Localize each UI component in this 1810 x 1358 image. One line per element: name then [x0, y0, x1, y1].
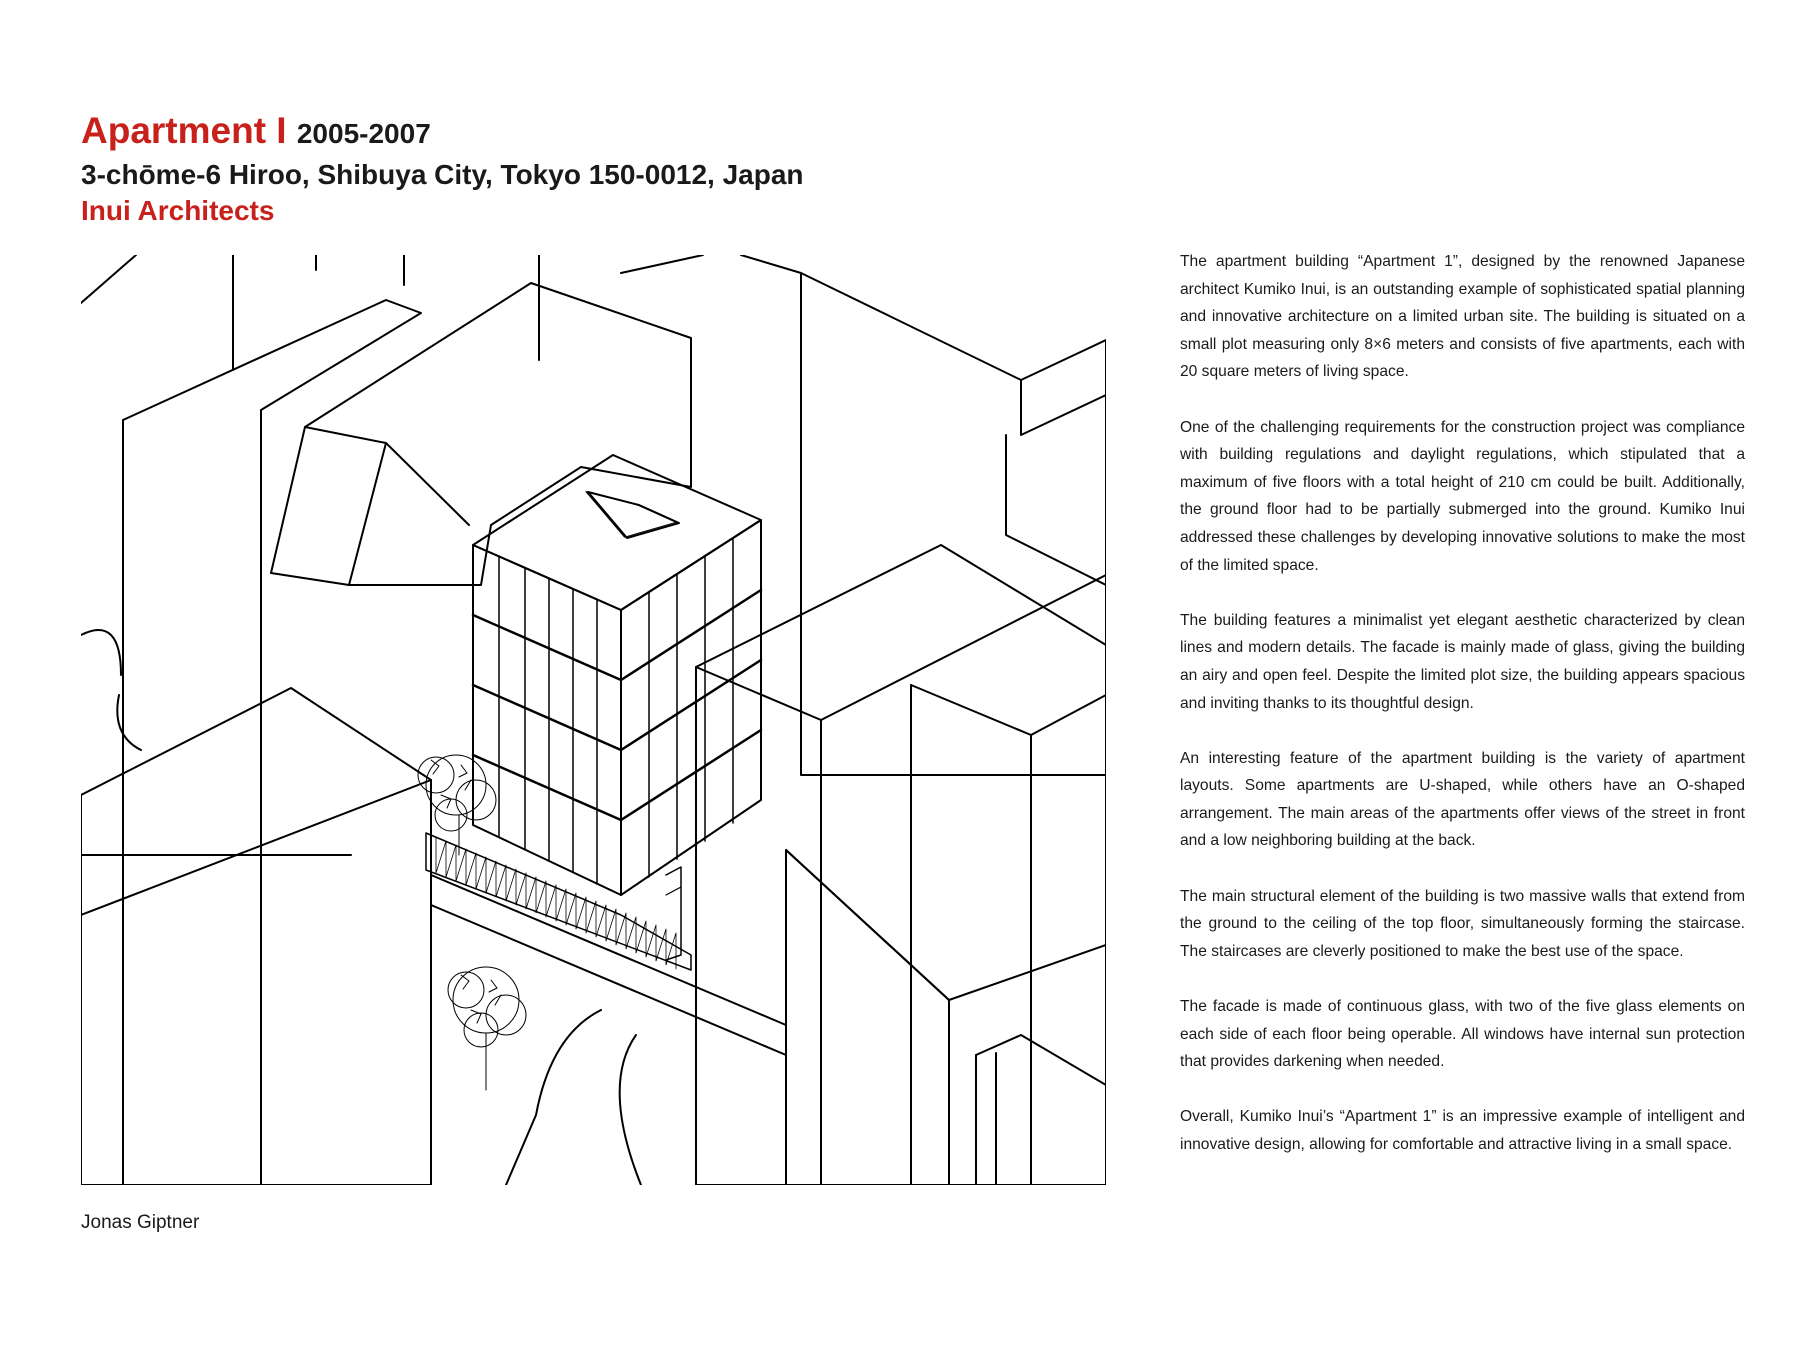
project-title — [81, 110, 804, 155]
project-years: 2005-2007 — [296, 118, 431, 149]
paragraph-2: One of the challenging requirements for the construction project was compliance with building regulations and daylight regulations, which stipulated that a maximum of five floors with a total height of 210 cm could be built. Additionally, the ground floor had to be partially submerged into the ground. Kumiko Inui addressed these challenges by developing innovative solutions to make the most of the limited space. — [1180, 418, 1745, 574]
block-front-low — [786, 850, 1106, 1185]
paragraph-1: The apartment building “Apartment 1”, designed by the renowned Japanese architect Kumiko Inui, is an outstanding example of sophisticated spatial planning and innovative architecture on a limited urban site. The building is situated on a small plot measuring only 8×6 meters and consists of five apartments, each with 20 square meters of living space. — [1180, 253, 1745, 381]
tree-on-road — [448, 967, 526, 1090]
block-front-right — [696, 545, 1106, 1185]
paragraph-3: The building features a minimalist yet elegant aesthetic characterized by clean lines and modern details. The facade is mainly made of glass, giving the building an airy and open feel. Despite the limited plot size, the building appears spacious and inviting thanks to its thoughtful design. — [1180, 611, 1745, 712]
description — [1180, 248, 1745, 1186]
author-credit: Jonas Giptner — [81, 1212, 200, 1233]
paragraph-4: An interesting feature of the apartment building is the variety of apartment layouts. Some apartments are U-shaped, while others have an O-shaped arrangement. The main areas of the apartments offer views of the street in front and a low neighboring building at the back. — [1180, 749, 1745, 850]
apartment-building — [473, 455, 761, 895]
block-back-left — [81, 255, 421, 1185]
fence-stairs — [426, 833, 691, 970]
road-left — [81, 630, 351, 855]
axonometric-drawing — [81, 255, 1106, 1185]
road-front — [431, 875, 786, 1185]
drawing-svg — [81, 255, 1106, 1185]
project-name: Apartment I — [81, 110, 287, 151]
block-back-right — [741, 255, 1106, 775]
paragraph-5: The main structural element of the building is two massive walls that extend from the ground to the ceiling of the top floor, simultaneously forming the staircase. The staircases are cleverly positioned to make the best use of the space. — [1180, 887, 1745, 960]
paragraph-6: The facade is made of continuous glass, with two of the five glass elements on each side of each floor being operable. All windows have internal sun protection that provides darkening when needed. — [1180, 998, 1745, 1071]
block-front-left — [81, 688, 431, 1185]
tree-near-building — [418, 755, 496, 855]
paragraph-7: Overall, Kumiko Inui’s “Apartment 1” is an impressive example of intelligent and innovative design, allowing for comfortable and attractive living in a small space. — [1180, 1108, 1745, 1153]
header — [81, 110, 804, 229]
project-address: 3-chōme-6 Hiroo, Shibuya City, Tokyo 150-0012, Japan — [81, 159, 804, 190]
architect-firm: Inui Architects — [81, 195, 275, 226]
